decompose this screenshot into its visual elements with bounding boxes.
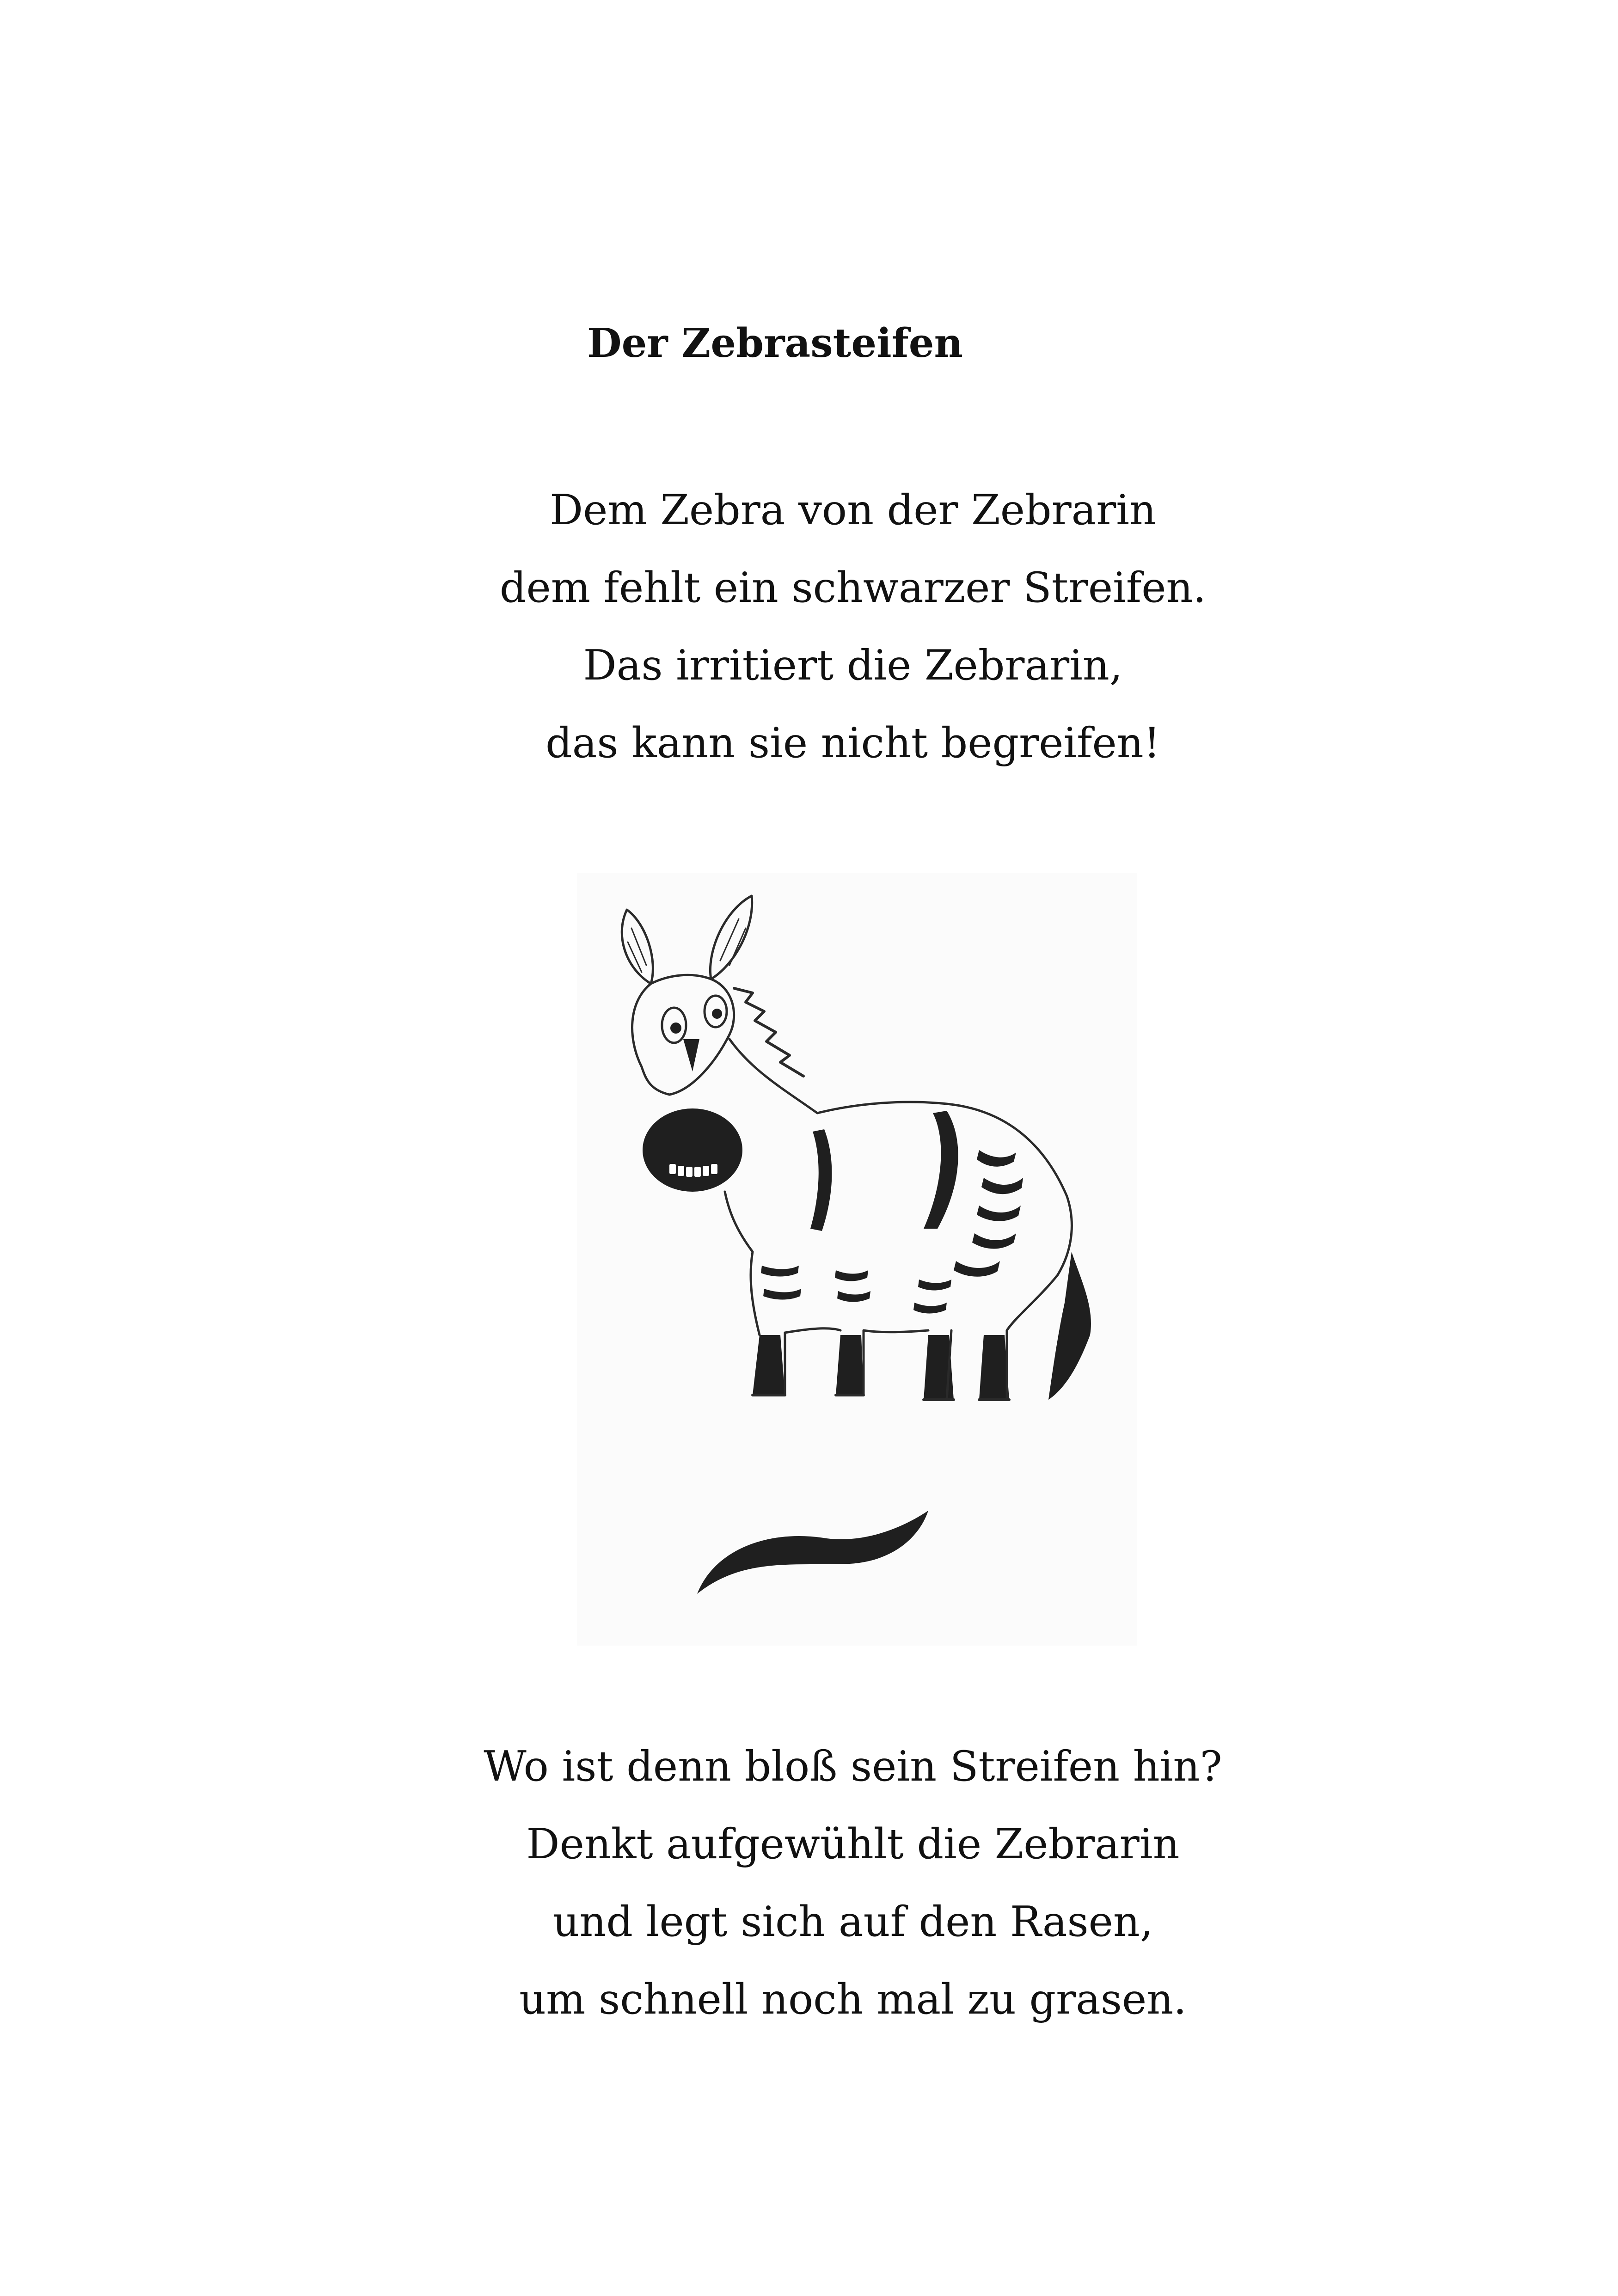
zebra-illustration [577, 873, 1137, 1646]
poem-title: Der Zebrasteifen [587, 320, 963, 367]
zebra-mane [734, 988, 803, 1076]
verse-line: um schnell noch mal zu grasen. [519, 1975, 1187, 2024]
verse-line: Wo ist denn bloß sein Streifen hin? [484, 1742, 1222, 1791]
stanza-2 [393, 1728, 1313, 2039]
verse-line: dem fehlt ein schwarzer Streifen. [499, 563, 1207, 612]
zebra-left-ear [622, 910, 653, 984]
zebra-muzzle [643, 1108, 742, 1192]
verse-line: und legt sich auf den Rasen, [552, 1898, 1153, 1946]
zebra-drawing-icon [577, 873, 1137, 1646]
zebra-tail [1048, 1252, 1091, 1400]
verse-line: Denkt aufgewühlt die Zebrarin [526, 1820, 1180, 1868]
verse-line: Das irritiert die Zebrarin, [583, 641, 1123, 690]
stanza-1 [393, 471, 1313, 782]
verse-line: Dem Zebra von der Zebrarin [549, 486, 1157, 534]
verse-line: das kann sie nicht begreifen! [545, 719, 1160, 767]
missing-stripe [697, 1511, 928, 1594]
